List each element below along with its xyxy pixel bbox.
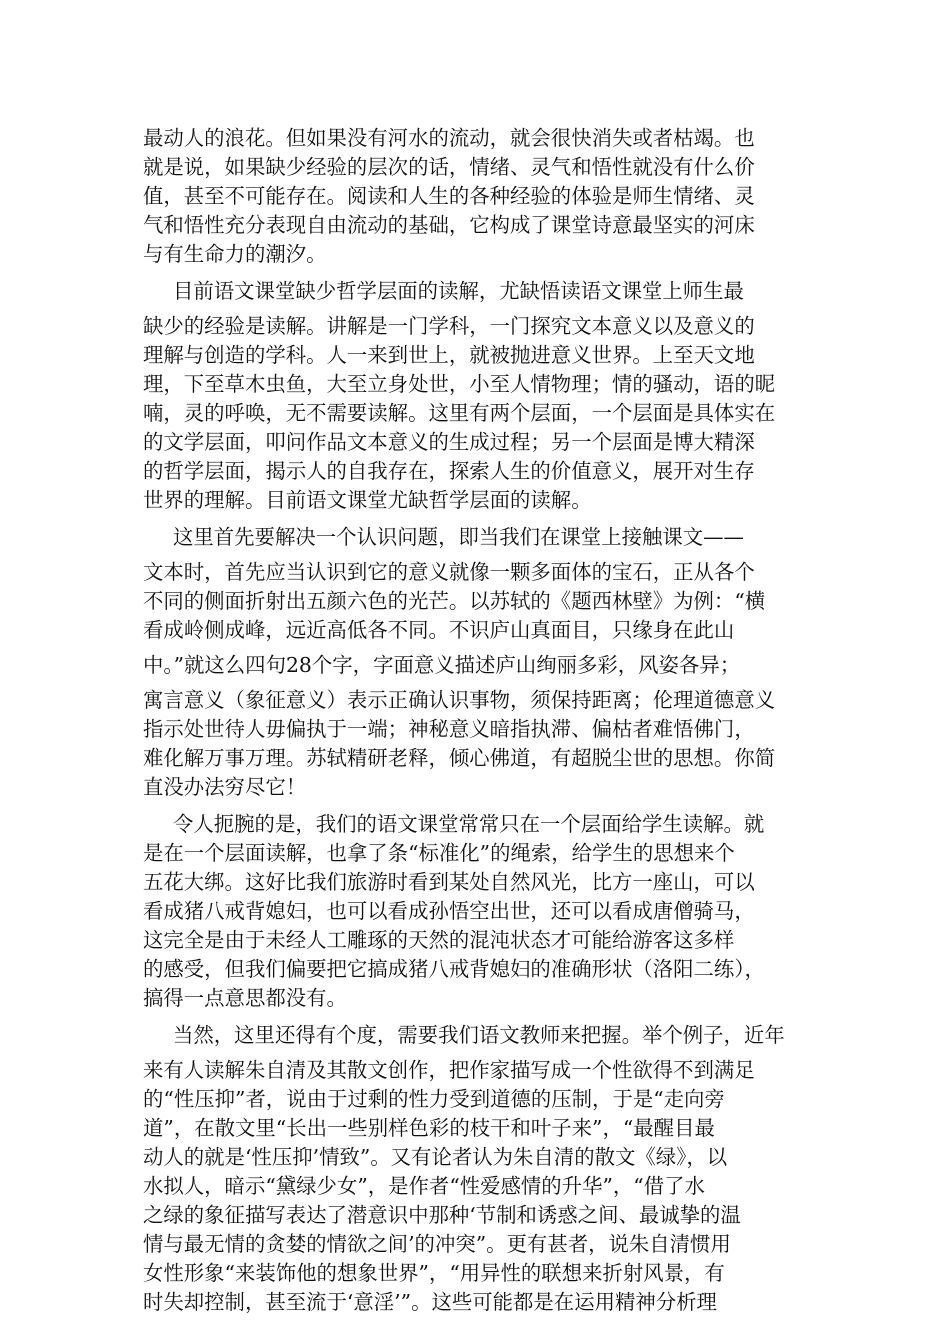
text-line: 看成猪八戒背媳妇，也可以看成孙悟空出世，还可以看成唐僧骑马， [143, 899, 755, 923]
text-line: 的感受，但我们偏要把它搞成猪八戒背媳妇的准确形状（洛阳二练）， [143, 957, 765, 981]
text-line: 世界的理解。目前语文课堂尤缺哲学层面的读解。 [143, 488, 592, 512]
text-line: 喃，灵的呼唤，无不需要读解。这里有两个层面，一个层面是具体实在 [143, 401, 776, 425]
text-line: 是在一个层面读解，也拿了条“标准化”的绳索，给学生的思想来个 [143, 841, 735, 865]
text-line: 搞得一点意思都没有。 [143, 986, 347, 1010]
text-line: 令人扼腕的是，我们的语文课堂常常只在一个层面给学生读解。就 [173, 812, 765, 836]
paragraph-1 [143, 124, 809, 269]
text-line: 最动人的浪花。但如果没有河水的流动，就会很快消失或者枯竭。也 [143, 126, 755, 150]
text-line: 与有生命力的潮汐。 [143, 242, 327, 266]
text-line: 中。”就这么四句28个字，字面意义描述庐山绚丽多彩，风姿各异； [143, 653, 741, 677]
text-line: 直没办法穷尽它！ [143, 775, 307, 799]
paragraph-3 [143, 523, 809, 802]
text-line: 就是说，如果缺少经验的层次的话，情绪、灵气和悟性就没有什么价 [143, 155, 755, 179]
text-line: 的文学层面，叩问作品文本意义的生成过程；另一个层面是博大精深 [143, 430, 755, 454]
text-line: 看成岭侧成峰，远近高低各不同。不识庐山真面目，只缘身在此山 [143, 618, 735, 642]
text-line: 理，下至草木虫鱼，大至立身处世，小至人情物理；情的骚动，语的昵 [143, 372, 776, 396]
text-line: 五花大绑。这好比我们旅游时看到某处自然风光，比方一座山，可以 [143, 870, 755, 894]
text-line: 缺少的经验是读解。讲解是一门学科，一门探究文本意义以及意义的 [143, 314, 755, 338]
text-line: 文本时，首先应当认识到它的意义就像一颗多面体的宝石，正从各个 [143, 560, 755, 584]
text-line: 的“性压抑”者，说由于过剩的性力受到道德的压制，于是“走向旁 [143, 1087, 725, 1111]
text-line: 当然，这里还得有个度，需要我们语文教师来把握。举个例子，近年 [173, 1023, 785, 1047]
text-line: 来有人读解朱自清及其散文创作，把作家描写成一个性欲得不到满足 [143, 1058, 755, 1082]
text-line: 难化解万事万理。苏轼精研老释，倾心佛道，有超脱尘世的思想。你简 [143, 746, 776, 770]
paragraph-5 [143, 1021, 809, 1317]
text-line: 情与最无情的贪婪的情欲之间’的冲突”。更有甚者，说朱自清惯用 [143, 1232, 731, 1256]
text-line: 目前语文课堂缺少哲学层面的读解，尤缺悟读语文课堂上师生最 [173, 279, 744, 303]
text-line: 这里首先要解决一个认识问题，即当我们在课堂上接触课文—— [173, 525, 744, 549]
text-line: 之绿的象征描写表达了潜意识中那种‘节制和诱惑之间、最诚挚的温 [143, 1203, 741, 1227]
text-line: 寓言意义（象征意义）表示正确认识事物，须保持距离；伦理道德意义 [143, 688, 776, 712]
text-line: 指示处世待人毋偏执于一端；神秘意义暗指执滞、偏枯者难悟佛门， [143, 717, 755, 741]
text-line: 时失却控制，甚至流于‘意淫’”。这些可能都是在运用精神分析理 [143, 1290, 717, 1314]
text-line: 水拟人，暗示“黛绿少女”，是作者“性爱感情的升华”，“借了水 [143, 1174, 705, 1198]
text-line: 这完全是由于未经人工雕琢的天然的混沌状态才可能给游客这多样 [143, 928, 735, 952]
text-line: 的哲学层面，揭示人的自我存在，探索人生的价值意义，展开对生存 [143, 459, 755, 483]
text-line: 不同的侧面折射出五颜六色的光芒。以苏轼的《题西林壁》为例：“横 [143, 589, 766, 613]
text-line: 气和悟性充分表现自由流动的基础，它构成了课堂诗意最坚实的河床 [143, 213, 755, 237]
body-text [143, 124, 809, 1325]
paragraph-2 [143, 277, 809, 515]
text-line: 道”，在散文里“长出一些别样色彩的枝干和叶子来”，“最醒目最 [143, 1116, 715, 1140]
text-line: 女性形象“来装饰他的想象世界”，“用异性的联想来折射风景，有 [143, 1261, 725, 1285]
paragraph-4 [143, 810, 809, 1013]
text-line: 动人的就是‘性压抑’情致”。又有论者认为朱自清的散文《绿》，以 [143, 1145, 728, 1169]
text-line: 值，甚至不可能存在。阅读和人生的各种经验的体验是师生情绪、灵 [143, 184, 755, 208]
text-line: 理解与创造的学科。人一来到世上，就被抛进意义世界。上至天文地 [143, 343, 755, 367]
